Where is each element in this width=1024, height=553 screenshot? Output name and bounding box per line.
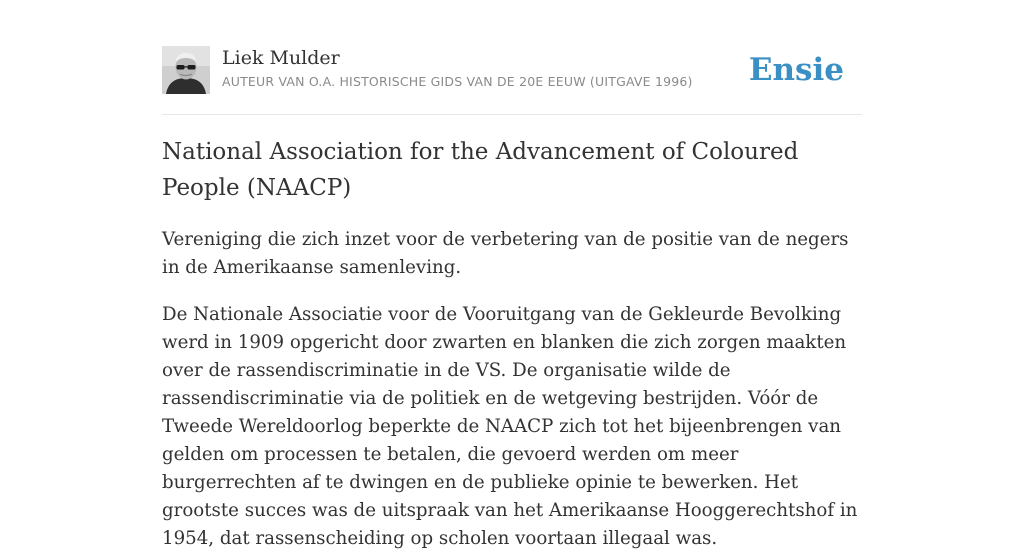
author-name[interactable]: Liek Mulder	[222, 47, 340, 69]
ensie-logo[interactable]: Ensie	[748, 52, 844, 88]
author-header	[162, 46, 862, 115]
article-content	[162, 134, 862, 553]
article-title: National Association for the Advancement of Coloured People (NAACP)	[162, 139, 799, 201]
article-body: De Nationale Associatie voor de Vooruitgang van de Gekleurde Bevolking werd in 1909 opgericht door zwarten en blanken die zich zorgen maakten over de rassendiscriminatie in de VS. De organisatie wilde de rassendiscriminatie via de politiek en de wetgeving bestrijden. Vóór de Tweede Wereldoorlog beperkte de NAACP zich tot het bijeenbrengen van gelden om processen te betalen, die gevoerd werden om meer burgerrechten af te dwingen en de publieke opinie te bewerken. Het grootste succes was de uitspraak van het Amerikaanse Hooggerechtshof in 1954, dat rassenscheiding op scholen voortaan illegaal was.	[162, 304, 858, 549]
article-summary: Vereniging die zich inzet voor de verbetering van de positie van de negers in de Amerikaanse samenleving.	[162, 229, 849, 278]
person-photo-icon	[162, 46, 210, 94]
author-avatar[interactable]	[162, 46, 210, 94]
author-role: AUTEUR VAN O.A. HISTORISCHE GIDS VAN DE 20E EEUW (UITGAVE 1996)	[222, 74, 693, 89]
